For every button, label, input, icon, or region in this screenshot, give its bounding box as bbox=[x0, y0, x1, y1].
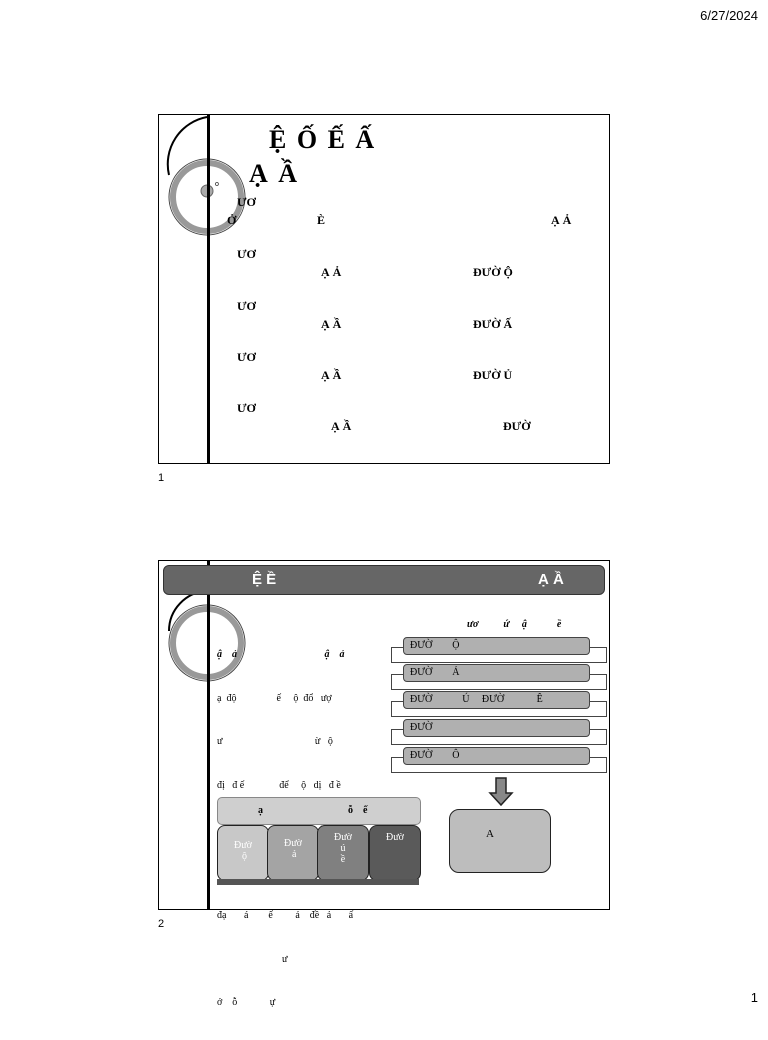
row-label: ƯƠ bbox=[237, 350, 256, 364]
row-street: ĐƯỜ Ủ bbox=[473, 368, 513, 382]
slide-title-bar bbox=[163, 565, 605, 595]
slide-1-thumbnail[interactable] bbox=[158, 114, 610, 464]
result-box: A bbox=[449, 809, 551, 873]
arrow-down-icon bbox=[489, 777, 513, 807]
group-header-bar: ạ ỗ ế bbox=[217, 797, 421, 825]
text-line: ớ ỗ ự bbox=[217, 997, 276, 1008]
print-date: 6/27/2024 bbox=[700, 8, 758, 23]
street-item[interactable]: ĐƯỜ Ú ĐƯỜ Ê bbox=[403, 691, 590, 709]
title-right: Ạ Ầ bbox=[538, 571, 564, 588]
row-mid: Ạ Ầ bbox=[321, 368, 342, 382]
text-line: ậ ả ậ ả bbox=[217, 649, 345, 660]
text-line: ạ độ ế ộ đổ ượ bbox=[217, 692, 332, 704]
street-item[interactable]: ĐƯỜ bbox=[403, 719, 590, 737]
row-mid: Ạ Ầ bbox=[331, 419, 352, 433]
slide-left-rule bbox=[207, 115, 210, 463]
heading-label: ƯƠ bbox=[237, 195, 256, 209]
slide-2-number: 2 bbox=[158, 918, 165, 930]
text-line: ư ừ ộ bbox=[217, 736, 333, 747]
row-street: ĐƯỜ Ấ bbox=[473, 317, 513, 331]
row-street: ĐƯỜ Ộ bbox=[473, 265, 513, 279]
text-line: ư bbox=[217, 953, 288, 965]
label-e: È bbox=[317, 213, 326, 227]
street-item[interactable]: ĐƯỜ Ả bbox=[403, 664, 590, 682]
slide-left-rule bbox=[207, 561, 210, 909]
street-tile[interactable]: Đườ ú ề bbox=[317, 825, 369, 881]
bullet-dot: o bbox=[215, 181, 219, 188]
street-tile[interactable]: Đườ ộ bbox=[217, 825, 269, 881]
street-item[interactable]: ĐƯỜ Ô bbox=[403, 747, 590, 765]
tile-base-bar bbox=[217, 879, 419, 885]
slide-1-number: 1 bbox=[158, 472, 165, 484]
row-label: ƯƠ bbox=[237, 401, 256, 415]
page-number: 1 bbox=[750, 990, 758, 1005]
row-mid: Ạ Ả bbox=[321, 265, 342, 279]
row-label: ƯƠ bbox=[237, 299, 256, 313]
label-aa: Ạ Ả bbox=[551, 213, 572, 227]
street-tile[interactable]: Đườ ả bbox=[267, 825, 319, 881]
row-street: ĐƯỜ bbox=[503, 419, 531, 433]
label-o: Ở bbox=[227, 213, 237, 227]
row-label: ƯƠ bbox=[237, 247, 256, 261]
slide-title-line-2: Ạ Ầ bbox=[249, 159, 300, 188]
street-item[interactable]: ĐƯỜ Ộ bbox=[403, 637, 590, 655]
title-left: Ệ Ề bbox=[252, 571, 277, 588]
slide-title-line-1: Ệ Ố Ế Ấ bbox=[269, 125, 377, 154]
slide-2-thumbnail[interactable] bbox=[158, 560, 610, 1008]
text-line: đị đ ế để ộ dị đ ề bbox=[217, 779, 341, 791]
row-mid: Ạ Ầ bbox=[321, 317, 342, 331]
text-line: đạ á ế ả đề ả ấ bbox=[217, 910, 354, 921]
street-tile[interactable]: Đườ bbox=[369, 825, 421, 881]
decorative-circles bbox=[159, 115, 219, 235]
right-header: ươ ứ ậ ề bbox=[467, 619, 562, 630]
